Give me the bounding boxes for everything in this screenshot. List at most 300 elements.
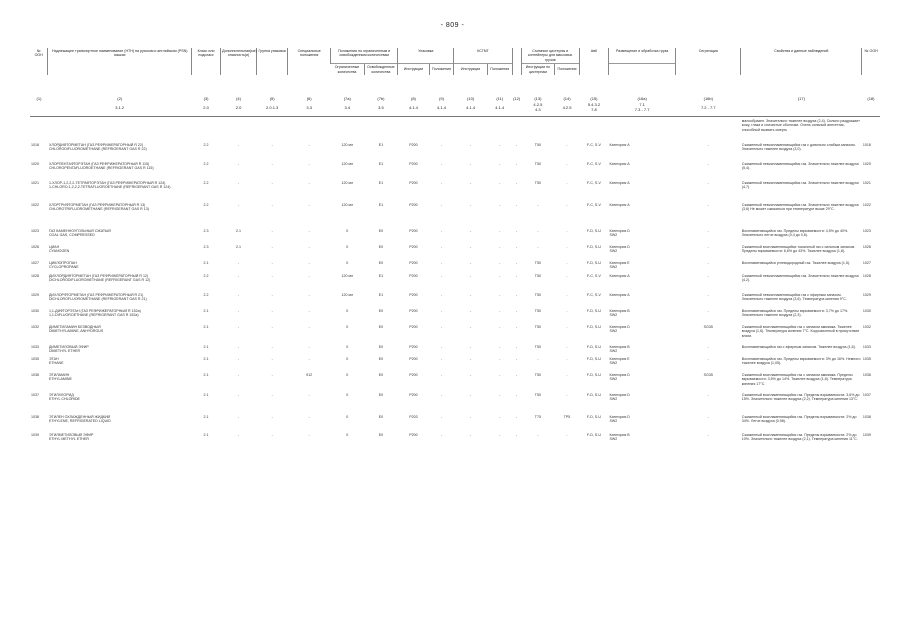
ems-cell: F-C, S-V <box>586 273 601 278</box>
packing-provision-cell: - <box>440 324 443 329</box>
un-right-cell: 1038 <box>862 414 871 419</box>
ems-cell: F-D, S-U <box>586 372 602 377</box>
segregation-cell: SG35 <box>703 372 713 377</box>
ibc-provision-cell: - <box>499 344 501 349</box>
properties-cell: Воспламеняющийся газ. Пределы взрываемости: 4,5% до 40%. Значительно легче воздуха (0,4 до 0,6). <box>741 228 849 238</box>
header-packing-group: Группа упаковки <box>256 48 287 75</box>
un-right-cell: 1035 <box>862 356 871 361</box>
packing-group-cell: - <box>271 432 273 437</box>
table-row <box>30 357 880 373</box>
limited-quantity-cell: 0 <box>346 344 349 349</box>
table-row <box>30 274 880 293</box>
table-row <box>30 261 880 274</box>
packing-group-cell: - <box>271 180 273 185</box>
limited-quantity-cell: 0 <box>346 244 349 249</box>
table-row <box>30 203 880 229</box>
tank-provision-cell: - <box>566 180 568 185</box>
special-provision-cell: - <box>308 324 310 329</box>
segregation-cell: - <box>707 202 709 207</box>
tank-provision-cell: - <box>566 356 568 361</box>
col-ref <box>862 102 880 116</box>
excepted-quantity-cell: E0 <box>378 414 384 419</box>
name-cell: ЭТИЛХЛОРИД ETHYL CHLORIDE <box>48 392 80 402</box>
tank-instruction-cell: T75 <box>534 414 541 419</box>
un-cell: 1018 <box>31 142 39 147</box>
stowage-cell: Категория B SW2 <box>609 344 630 354</box>
table-row <box>30 309 880 325</box>
tank-instruction-cell: T50 <box>534 161 541 166</box>
col-ref: 2.0.1.3 <box>266 104 279 110</box>
ems-cell: F-C, S-V <box>586 161 601 166</box>
packing-group-cell: - <box>271 356 273 361</box>
packing-group-cell: - <box>271 260 273 265</box>
name-cell: ЭТАН ETHANE <box>48 356 64 366</box>
subsidiary-cell: - <box>237 142 240 147</box>
tank-provision-cell: - <box>566 392 568 397</box>
ems-cell: F-C, S-V <box>586 180 601 185</box>
name-cell: ХЛОРТРИФТОРМЕТАН (ГАЗ РЕФРИЖЕРАТОРНЫЙ R 13) CHLOROTRIFLUOROMETHANE (REFRIGERANT GAS R 13) <box>48 202 149 212</box>
packing-instruction-cell: P200 <box>409 292 418 297</box>
packing-group-cell: - <box>271 392 273 397</box>
limited-quantity-cell: 120 мл <box>341 180 354 185</box>
segregation-cell: - <box>707 344 709 349</box>
ems-cell: F-C, S-V <box>586 292 601 297</box>
col-ref: 3.5 <box>378 104 384 110</box>
un-right-cell: 1036 <box>862 372 871 377</box>
col-number: (17) <box>797 96 805 102</box>
packing-provision-cell: - <box>440 228 443 233</box>
tank-instruction-cell: T50 <box>534 308 541 313</box>
properties-cell: Воспламеняющийся газ. Пределы взрываемости: 3,7% до 17%. Значительно тяжелее воздуха (2,3). <box>741 308 849 318</box>
segregation-cell: - <box>707 180 709 185</box>
special-provision-cell: - <box>308 356 310 361</box>
tank-provision-cell: - <box>566 432 568 437</box>
segregation-cell: - <box>707 308 709 313</box>
packing-instruction-cell: P200 <box>409 260 418 265</box>
packing-provision-cell: - <box>440 356 443 361</box>
name-cell: ГАЗ КАМЕННОУГОЛЬНЫЙ СЖАТЫЙ COAL GAS, COMPRESSED <box>48 228 111 238</box>
tank-provision-cell: - <box>566 244 568 249</box>
excepted-quantity-cell: E1 <box>378 180 384 185</box>
blank-cell: - <box>515 260 518 265</box>
ems-cell: F-D, S-U <box>586 392 602 397</box>
properties-cell: Сжиженный невоспламеняющийся газ. Значительно тяжелее воздуха (3,6) Не может сжижаться при температуре выше 29°C. <box>741 202 859 212</box>
ibc-instruction-cell: - <box>470 392 472 397</box>
segregation-cell: - <box>707 392 709 397</box>
stowage-cell: Категория D SW2 <box>609 324 630 334</box>
class-cell: 2.2 <box>203 180 209 185</box>
name-cell: ДИМЕТИЛОВЫЙ ЭФИР DIMETHYL ETHER <box>48 344 89 354</box>
header-un: № ООН <box>34 49 43 58</box>
continuation-row <box>30 116 880 143</box>
packing-instruction-cell: P200 <box>409 244 418 249</box>
stowage-cell: Категория A <box>609 180 630 185</box>
header-segregation: Сегрегация <box>676 48 741 75</box>
stowage-cell: Категория D SW2 <box>609 244 630 254</box>
tank-instruction-cell: T50 <box>534 344 541 349</box>
header-tank-instr: Инструкции по цистернам <box>521 64 555 75</box>
ibc-instruction-cell: - <box>470 228 472 233</box>
header-ibc-instr: Инструкции <box>454 64 488 75</box>
blank-cell: - <box>515 244 518 249</box>
stowage-cell: Категория A <box>609 292 630 297</box>
tank-instruction-cell: T50 <box>534 142 541 147</box>
ibc-instruction-cell: - <box>470 414 472 419</box>
col-ref: 4.1.4 <box>408 104 418 110</box>
ibc-provision-cell: - <box>499 273 501 278</box>
tank-instruction-cell: - <box>537 356 539 361</box>
limited-quantity-cell: 120 мл <box>341 292 354 297</box>
tank-provision-cell: - <box>566 202 568 207</box>
packing-provision-cell: - <box>440 260 443 265</box>
packing-provision-cell: - <box>440 432 443 437</box>
un-cell: 1022 <box>31 202 39 207</box>
un-cell: 1028 <box>31 273 39 278</box>
header-tank-special: Положения <box>555 64 580 75</box>
packing-provision-cell: - <box>440 142 443 147</box>
class-cell: 2.1 <box>203 344 209 349</box>
un-cell: 1026 <box>31 244 39 249</box>
un-right-cell: 1027 <box>862 260 871 265</box>
properties-cell: Сжиженный воспламеняющийся газ. Пределы взрываемости: 2% до 10%. Значительно тяжелее воздуха (2,1). Температура кипения 11°C. <box>741 432 858 442</box>
col-ref: 7.1 7.3 - 7.7 <box>634 102 650 113</box>
packing-group-cell: - <box>271 228 273 233</box>
subsidiary-cell: 2.1 <box>236 228 242 233</box>
stowage-cell: Категория A <box>609 273 630 278</box>
segregation-cell: - <box>707 273 709 278</box>
packing-instruction-cell: P200 <box>409 180 418 185</box>
ibc-provision-cell: - <box>499 244 501 249</box>
col-number: (14) <box>563 96 571 102</box>
name-cell: ЭТИЛМЕТИЛОВЫЙ ЭФИР ETHYL METHYL ETHER <box>48 432 94 442</box>
segregation-cell: - <box>707 228 709 233</box>
col-ref: 3.1.2 <box>115 104 125 110</box>
segregation-cell: - <box>707 432 709 437</box>
ibc-instruction-cell: - <box>470 292 472 297</box>
limited-quantity-cell: 0 <box>346 432 349 437</box>
header-pack-instr: Инструкции <box>398 64 429 75</box>
header-stowage: Размещение и обработка груза <box>609 48 676 64</box>
ibc-instruction-cell: - <box>470 244 472 249</box>
excepted-quantity-cell: E1 <box>378 202 384 207</box>
table-row <box>30 245 880 261</box>
segregation-cell: - <box>707 244 709 249</box>
packing-provision-cell: - <box>440 414 443 419</box>
name-cell: 1,1-ДИФТОРЭТАН (ГАЗ РЕФРИЖЕРАТОРНЫЙ R 152a) 1,1-DIFLUOROETHANE (REFRIGERANT GAS R 152a) <box>48 308 141 318</box>
blank-cell: - <box>515 356 518 361</box>
un-right-cell: 1028 <box>862 273 871 278</box>
excepted-quantity-cell: E0 <box>378 308 384 313</box>
table-row <box>30 229 880 245</box>
excepted-quantity-cell: E0 <box>378 356 384 361</box>
tank-provision-cell: - <box>566 324 568 329</box>
ems-cell: F-C, S-V <box>586 142 601 147</box>
col-ref: 2.0 <box>235 104 242 110</box>
segregation-cell: - <box>707 414 709 419</box>
table-row <box>30 143 880 162</box>
special-provision-cell: - <box>308 414 310 419</box>
ibc-provision-cell: - <box>499 432 501 437</box>
blank-cell: - <box>515 344 518 349</box>
stowage-cell: Категория D SW2 <box>609 414 630 424</box>
stowage-cell: Категория A <box>609 161 630 166</box>
ibc-instruction-cell: - <box>470 273 472 278</box>
table-row <box>30 162 880 181</box>
tank-instruction-cell: T50 <box>534 180 541 185</box>
header-ibc-special: Положения <box>487 64 512 75</box>
header-ibc: КСГМГ <box>454 48 512 64</box>
properties-cell: Сжиженный воспламеняющийся газ с запахом аммиака. Пределы взрываемости: 3,5% до 14%. Тяжелее воздуха (1,6). Температура кипения 17°C. <box>741 372 853 386</box>
tank-instruction-cell: - <box>537 432 539 437</box>
excepted-quantity-cell: E1 <box>378 292 384 297</box>
name-cell: ЦИКЛОПРОПАН CYCLOPROPANE <box>48 260 79 270</box>
class-cell: 2.1 <box>203 432 209 437</box>
tank-provision-cell: - <box>566 260 568 265</box>
segregation-cell: - <box>707 142 709 147</box>
ibc-instruction-cell: - <box>470 308 472 313</box>
packing-instruction-cell: P200 <box>409 372 418 377</box>
ems-cell: F-D, S-U <box>586 260 602 265</box>
packing-provision-cell: - <box>440 180 443 185</box>
ibc-provision-cell: - <box>499 260 501 265</box>
excepted-quantity-cell: E0 <box>378 392 384 397</box>
class-cell: 2.1 <box>203 308 209 313</box>
subsidiary-cell: - <box>237 308 240 313</box>
ibc-provision-cell: - <box>499 202 501 207</box>
tank-provision-cell: - <box>566 372 568 377</box>
excepted-quantity-cell: E1 <box>378 142 384 147</box>
ems-cell: F-D, S-U <box>586 414 602 419</box>
stowage-cell: Категория B SW2 <box>609 432 630 442</box>
un-cell: 1037 <box>31 392 39 397</box>
excepted-quantity-cell: E0 <box>378 228 384 233</box>
tank-provision-cell: - <box>566 308 568 313</box>
subsidiary-cell: - <box>237 180 240 185</box>
properties-cell: Сжиженный невоспламеняющийся газ. Значительно тяжелее воздуха (4,2). <box>741 273 859 283</box>
special-provision-cell: - <box>308 228 310 233</box>
subsidiary-cell: - <box>237 414 240 419</box>
continuation-text: малообразен. Значительно тяжелее воздуха (2,4). Сильно раздражает кожу, глаза и слизистые оболочки. Очень сильный анестетик, способный вызвать смерть <box>741 118 860 132</box>
table-row <box>30 345 880 357</box>
col-number: (7b) <box>377 96 385 102</box>
packing-group-cell: - <box>271 292 273 297</box>
blank-cell: - <box>515 414 518 419</box>
special-provision-cell: - <box>308 202 310 207</box>
packing-provision-cell: - <box>440 392 443 397</box>
col-ref: 4.2.5 <box>562 104 572 110</box>
col-ref <box>741 102 862 116</box>
col-ref: 4.1.4 <box>466 104 476 110</box>
stowage-cell: Категория D SW2 <box>609 372 630 382</box>
un-right-cell: 1026 <box>862 244 871 249</box>
ibc-provision-cell: - <box>499 414 501 419</box>
class-cell: 2.1 <box>203 356 209 361</box>
special-provision-cell: - <box>308 308 310 313</box>
limited-quantity-cell: 0 <box>346 372 349 377</box>
properties-cell: Воспламеняющийся газ с эфирным запахом. Тяжелее воздуха (1,6). <box>741 344 856 349</box>
limited-quantity-cell: 0 <box>346 324 349 329</box>
special-provision-cell: - <box>308 432 310 437</box>
un-cell: 1033 <box>31 344 39 349</box>
excepted-quantity-cell: E0 <box>378 324 384 329</box>
ems-cell: F-D, S-U <box>586 432 602 437</box>
special-provision-cell: - <box>308 161 310 166</box>
special-provision-cell: - <box>308 392 310 397</box>
col-number: (7a) <box>343 96 351 102</box>
header-name: Надлежащее транспортное наименование (НТН) на русском и английском (PSN) языках <box>48 48 192 75</box>
un-right-cell: 1032 <box>862 324 871 329</box>
ibc-provision-cell: - <box>499 142 501 147</box>
column-refs-row <box>30 102 880 116</box>
ems-cell: F-D, S-U <box>586 228 602 233</box>
header-properties: Свойства и данные наблюдений <box>741 48 862 75</box>
class-cell: 2.2 <box>203 161 209 166</box>
class-cell: 2.2 <box>203 202 209 207</box>
packing-instruction-cell: P200 <box>409 356 418 361</box>
ibc-provision-cell: - <box>499 308 501 313</box>
name-cell: ЭТИЛАМИН ETHYLAMINE <box>48 372 72 382</box>
class-cell: 2.2 <box>203 292 209 297</box>
packing-group-cell: - <box>271 161 273 166</box>
subsidiary-cell: - <box>237 356 240 361</box>
col-number: (1) <box>36 96 42 102</box>
special-provision-cell: - <box>308 344 310 349</box>
packing-group-cell: - <box>271 273 273 278</box>
stowage-cell: Категория D SW2 <box>609 392 630 402</box>
packing-group-cell: - <box>271 414 273 419</box>
class-cell: 2.1 <box>203 324 209 329</box>
packing-provision-cell: - <box>440 292 443 297</box>
tank-provision-cell: - <box>566 161 568 166</box>
limited-quantity-cell: 120 мл <box>341 202 354 207</box>
packing-provision-cell: - <box>440 308 443 313</box>
blank-cell: - <box>515 432 518 437</box>
col-ref: 4.2.5 4.3 <box>533 102 543 113</box>
col-ref: 4.1.4 <box>437 104 446 110</box>
dangerous-goods-table <box>30 48 880 453</box>
tank-instruction-cell: T50 <box>534 292 541 297</box>
un-cell: 1030 <box>31 308 39 313</box>
col-number: (9) <box>439 96 444 102</box>
special-provision-cell: 912 <box>306 372 313 377</box>
ibc-instruction-cell: - <box>470 161 472 166</box>
subsidiary-cell: - <box>237 372 240 377</box>
class-cell: 2.2 <box>203 273 209 278</box>
header-packagings: Упаковка <box>398 48 454 64</box>
ems-cell: F-D, S-U <box>586 344 602 349</box>
subsidiary-cell: - <box>237 324 240 329</box>
un-cell: 1039 <box>31 432 39 437</box>
ems-cell: F-D, S-U <box>586 308 602 313</box>
table-row <box>30 433 880 453</box>
col-number: (6) <box>306 96 312 102</box>
limited-quantity-cell: 0 <box>346 392 349 397</box>
header-excepted: Освобожденные количества <box>364 64 398 75</box>
name-cell: ХЛОРПЕНТАФТОРЭТАН (ГАЗ РЕФРИЖЕРАТОРНЫЙ R 115) CHLOROPENTAFLUOROETHANE (REFRIGERANT GAS R 115) <box>48 161 154 171</box>
subsidiary-cell: - <box>237 161 240 166</box>
blank-cell: - <box>515 228 518 233</box>
subsidiary-cell: - <box>237 273 240 278</box>
col-ref: 5.4.3.2 7.8 <box>587 102 601 113</box>
tank-provision-cell: - <box>566 344 568 349</box>
ibc-instruction-cell: - <box>470 356 472 361</box>
packing-instruction-cell: P200 <box>409 273 418 278</box>
segregation-cell: - <box>707 161 709 166</box>
un-right-cell: 1039 <box>862 432 871 437</box>
un-cell: 1027 <box>31 260 39 265</box>
name-cell: ДИМЕТИЛАМИН БЕЗВОДНЫЙ DIMETHYLAMINE, ANHYDROUS <box>48 324 104 334</box>
subsidiary-cell: 2.1 <box>236 244 242 249</box>
col-ref <box>30 102 48 116</box>
un-right-cell: 1033 <box>862 344 871 349</box>
stowage-cell: Категория A <box>609 142 630 147</box>
tank-provision-cell: - <box>566 228 568 233</box>
header-pack-special: Положения <box>429 64 454 75</box>
header-ems: АвК <box>579 48 608 75</box>
un-cell: 1020 <box>31 161 39 166</box>
blank-cell: - <box>515 308 518 313</box>
class-cell: 2.1 <box>203 372 209 377</box>
excepted-quantity-cell: E1 <box>378 161 384 166</box>
packing-group-cell: - <box>271 344 273 349</box>
col-ref: 2.0 <box>203 104 209 110</box>
packing-instruction-cell: P200 <box>409 308 418 313</box>
packing-group-cell: - <box>271 372 273 377</box>
name-cell: 1-ХЛОР-1,2,2,2-ТЕТРАФТОРЭТАН (ГАЗ РЕФРИЖЕРАТОРНЫЙ R 124) 1-CHLORO-1,2,2,2-TETRAFLUOROETHANE (REFRIGERANT GAS R 124) <box>48 180 171 190</box>
blank-cell: - <box>515 273 518 278</box>
col-number: (15) <box>590 96 598 102</box>
excepted-quantity-cell: E1 <box>378 273 384 278</box>
un-cell: 1029 <box>31 292 39 297</box>
class-cell: 2.1 <box>203 260 209 265</box>
packing-group-cell: - <box>271 324 273 329</box>
limited-quantity-cell: 0 <box>346 260 349 265</box>
packing-group-cell: - <box>271 308 273 313</box>
col-ref <box>512 102 521 116</box>
tank-provision-cell: TP5 <box>563 414 571 419</box>
un-right-cell: 1022 <box>862 202 871 207</box>
properties-cell: Воспламеняющийся углеводородный газ. Тяжелее воздуха (1,5). <box>741 260 851 265</box>
un-cell: 1038 <box>31 414 39 419</box>
subsidiary-cell: - <box>237 292 240 297</box>
stowage-cell: Категория D SW2 <box>609 228 630 238</box>
packing-provision-cell: - <box>440 372 443 377</box>
table-row <box>30 393 880 415</box>
special-provision-cell: - <box>308 273 310 278</box>
segregation-cell: - <box>707 292 709 297</box>
tank-instruction-cell: - <box>537 202 539 207</box>
properties-cell: Сжиженный воспламеняющийся газ. Пределы взрываемости: 3,6% до 15%. Значительно тяжелее воздуха (2,2). Температура кипения 13°C. <box>741 392 860 402</box>
limited-quantity-cell: 120 мл <box>341 273 354 278</box>
tank-instruction-cell: T50 <box>534 324 541 329</box>
properties-cell: Сжиженный воспламеняющийся газ. Пределы взрываемости: 2% до 34%. Легче воздуха (0,98). <box>741 414 857 424</box>
un-cell: 1023 <box>31 228 39 233</box>
ibc-provision-cell: - <box>499 228 501 233</box>
segregation-cell: - <box>707 356 709 361</box>
segregation-cell: SG35 <box>703 324 713 329</box>
table-row <box>30 325 880 345</box>
ibc-provision-cell: - <box>499 292 501 297</box>
un-right-cell: 1029 <box>862 292 871 297</box>
blank-cell: - <box>515 142 518 147</box>
table-row <box>30 373 880 393</box>
special-provision-cell: - <box>308 292 310 297</box>
col-number: (10) <box>467 96 475 102</box>
ems-cell: F-C, S-V <box>586 202 601 207</box>
un-right-cell: 1020 <box>862 161 871 166</box>
ibc-provision-cell: - <box>499 324 501 329</box>
properties-cell: Сжиженный невоспламеняющийся газ. Значительно тяжелее воздуха (4,7). <box>741 180 859 190</box>
